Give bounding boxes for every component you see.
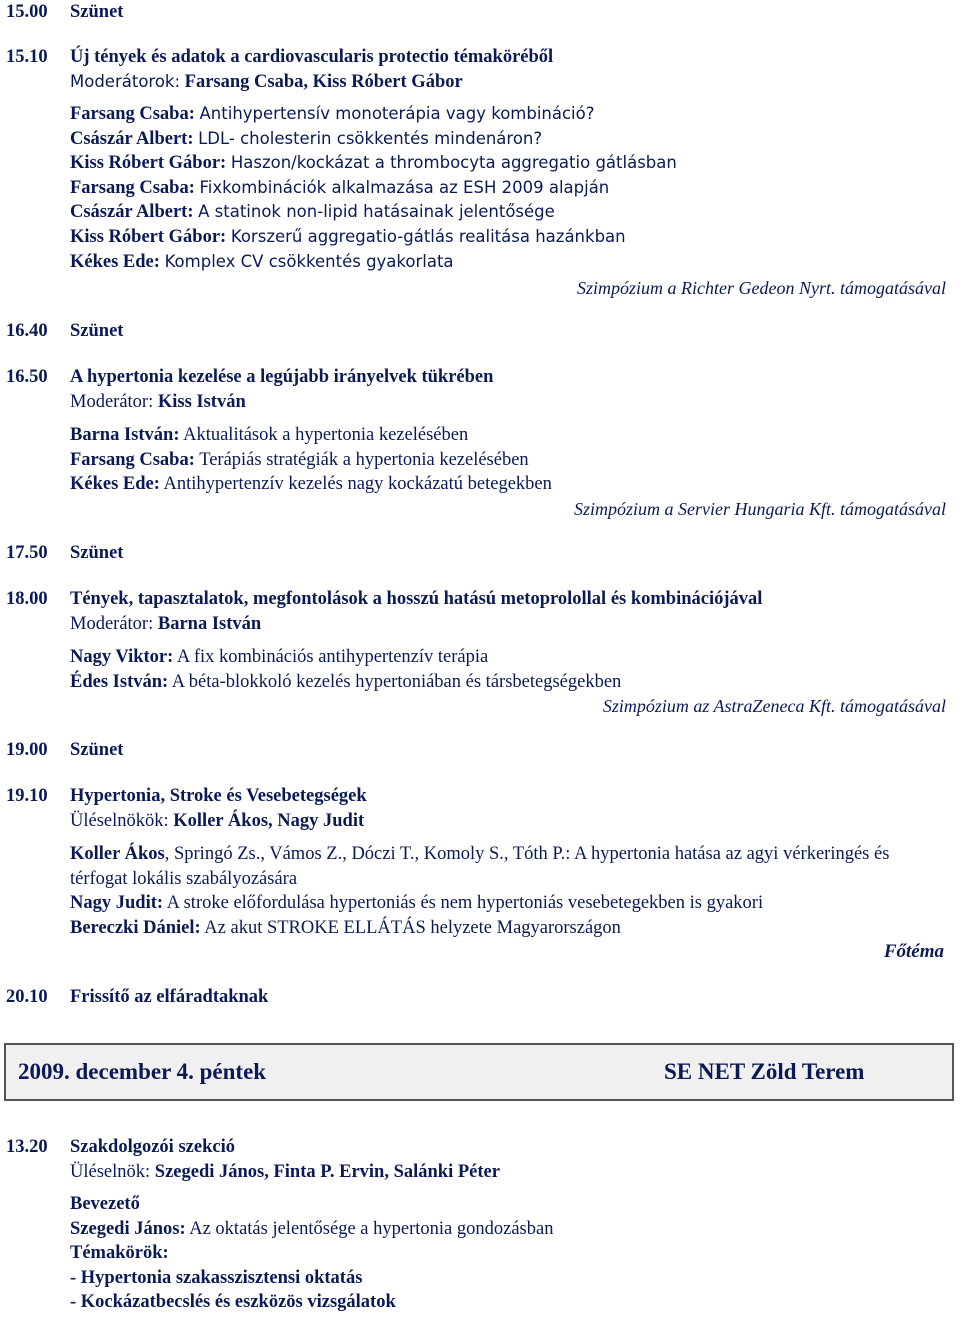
- day-room: SE NET Zöld Terem: [664, 1059, 865, 1084]
- intro-label: Bevezető: [70, 1194, 140, 1214]
- time: 17.50: [6, 543, 48, 563]
- session-title: A hypertonia kezelése a legújabb irányelvek tükrében: [70, 367, 494, 387]
- speaker: Kiss Róbert Gábor:: [70, 153, 227, 174]
- moderator-label: Üléselnökök:: [70, 810, 169, 831]
- speaker: Császár Albert:: [70, 202, 194, 223]
- moderators-line: [70, 809, 948, 834]
- moderators-line: [70, 1160, 948, 1185]
- talk-title: A hypertonia hatása az agyi vérkeringés és térfogat lokális szabályozására: [70, 844, 890, 889]
- moderator-names: Barna István: [157, 613, 262, 634]
- speaker: Farsang Csaba:: [70, 104, 195, 124]
- moderators-line: [70, 390, 948, 415]
- time: 15.10: [6, 47, 48, 67]
- main-topic-label: Főtéma: [883, 941, 944, 962]
- speaker: Kékes Ede:: [70, 251, 160, 272]
- talk-title: A statinok non-lipid hatásainak jelentősége: [198, 202, 555, 222]
- break-title: Szünet: [70, 740, 124, 760]
- talk: [70, 200, 948, 225]
- speaker: Barna István:: [70, 425, 180, 445]
- moderator-label: Moderátor:: [70, 391, 154, 412]
- time: 15.00: [6, 2, 48, 22]
- talk: [70, 448, 948, 473]
- talk: [70, 151, 948, 176]
- talk: [70, 176, 948, 201]
- break-title: Szünet: [70, 543, 124, 563]
- talk: [70, 1217, 948, 1242]
- session-title: Új tények és adatok a cardiovascularis protectio témaköréből: [70, 47, 554, 67]
- talk: [70, 127, 948, 152]
- time: 19.10: [6, 786, 48, 806]
- talk-title: Aktualitások a hypertonia kezelésében: [183, 425, 469, 445]
- session-title: Tények, tapasztalatok, megfontolások a hosszú hatású metoprolollal és kombinációjával: [70, 589, 763, 609]
- talk: [70, 670, 948, 695]
- talk-title: Korszerű aggregatio-gátlás realitása hazánkban: [230, 226, 626, 246]
- moderator-names: Farsang Csaba, Kiss Róbert Gábor: [184, 71, 463, 92]
- talk: [70, 645, 948, 670]
- talk: [70, 472, 948, 497]
- talk-title: Fixkombinációk alkalmazása az ESH 2009 alapján: [199, 177, 610, 197]
- talk: [70, 102, 948, 127]
- time: 13.20: [6, 1137, 48, 1157]
- speaker: Szegedi János:: [70, 1218, 186, 1239]
- speaker: Farsang Csaba:: [70, 177, 195, 198]
- talk-title: A fix kombinációs antihypertenzív terápia: [176, 647, 489, 667]
- talk-title: Antihypertenzív kezelés nagy kockázatú betegekben: [163, 474, 552, 495]
- moderator-names: Koller Ákos, Nagy Judit: [173, 810, 365, 831]
- time: 20.10: [6, 987, 48, 1007]
- talk-title: Az oktatás jelentősége a hypertonia gondozásban: [189, 1218, 554, 1239]
- speaker: Kékes Ede:: [70, 474, 160, 495]
- time: 19.00: [6, 740, 48, 760]
- day-header: [4, 1043, 954, 1101]
- moderator-label: Moderátor:: [70, 613, 154, 634]
- speaker: Nagy Judit:: [70, 893, 164, 914]
- talk-title: LDL- cholesterin csökkentés mindenáron?: [198, 128, 543, 148]
- talk: [70, 225, 948, 250]
- talk: [70, 423, 948, 448]
- moderator-names: Kiss István: [157, 391, 246, 412]
- talk-title: Az akut STROKE ELLÁTÁS helyzete Magyarországon: [204, 917, 621, 938]
- coauthors: , Springó Zs., Vámos Z., Dóczi T., Komoly S., Tóth P.:: [164, 844, 571, 864]
- moderators-line: [70, 70, 948, 95]
- speaker: Nagy Viktor:: [70, 647, 174, 667]
- speaker: Kiss Róbert Gábor:: [70, 226, 227, 247]
- moderator-label: Moderátorok:: [70, 71, 181, 91]
- topic-item: - Kockázatbecslés és eszközös vizsgálatok: [70, 1292, 396, 1313]
- break-title: Szünet: [70, 2, 124, 22]
- talk-title: Terápiás stratégiák a hypertonia kezelésében: [199, 449, 529, 470]
- day-date: 2009. december 4. péntek: [18, 1059, 267, 1084]
- moderator-label: Üléselnök:: [70, 1161, 151, 1182]
- talk-title: A stroke előfordulása hypertoniás és nem hypertoniás vesebetegekben is gyakori: [166, 893, 764, 914]
- talk: [70, 891, 948, 916]
- talk: [70, 842, 948, 891]
- session-title: Szakdolgozói szekció: [70, 1137, 235, 1157]
- sponsor-note: Szimpózium az AstraZeneca Kft. támogatásával: [602, 696, 946, 716]
- time: 16.50: [6, 367, 48, 387]
- session-title: Hypertonia, Stroke és Vesebetegségek: [70, 786, 367, 806]
- talk-title: Haszon/kockázat a thrombocyta aggregatio gátlásban: [230, 153, 677, 173]
- talk-title: Komplex CV csökkentés gyakorlata: [164, 251, 454, 271]
- talk: [70, 250, 948, 275]
- time: 16.40: [6, 321, 48, 341]
- sponsor-note: Szimpózium a Richter Gedeon Nyrt. támogatásával: [577, 278, 946, 298]
- speaker: Farsang Csaba:: [70, 449, 195, 470]
- sponsor-note: Szimpózium a Servier Hungaria Kft. támogatásával: [574, 499, 946, 519]
- speaker: Koller Ákos: [70, 844, 165, 864]
- speaker: Császár Albert:: [70, 128, 194, 149]
- moderators-line: [70, 612, 948, 637]
- talk-title: A béta-blokkoló kezelés hypertoniában és társbetegségekben: [171, 671, 622, 692]
- speaker: Bereczki Dániel:: [70, 917, 201, 938]
- talk-title: Antihypertensív monoterápia vagy kombináció?: [199, 104, 595, 123]
- break-title: Szünet: [70, 321, 124, 341]
- talk: [70, 916, 948, 941]
- break-title: Frissítő az elfáradtaknak: [70, 987, 269, 1007]
- moderator-names: Szegedi János, Finta P. Ervin, Salánki Péter: [154, 1161, 500, 1182]
- topic-item: - Hypertonia szakasszisztensi oktatás: [70, 1267, 363, 1288]
- topics-label: Témakörök:: [70, 1243, 169, 1264]
- speaker: Édes István:: [70, 671, 169, 692]
- time: 18.00: [6, 589, 48, 609]
